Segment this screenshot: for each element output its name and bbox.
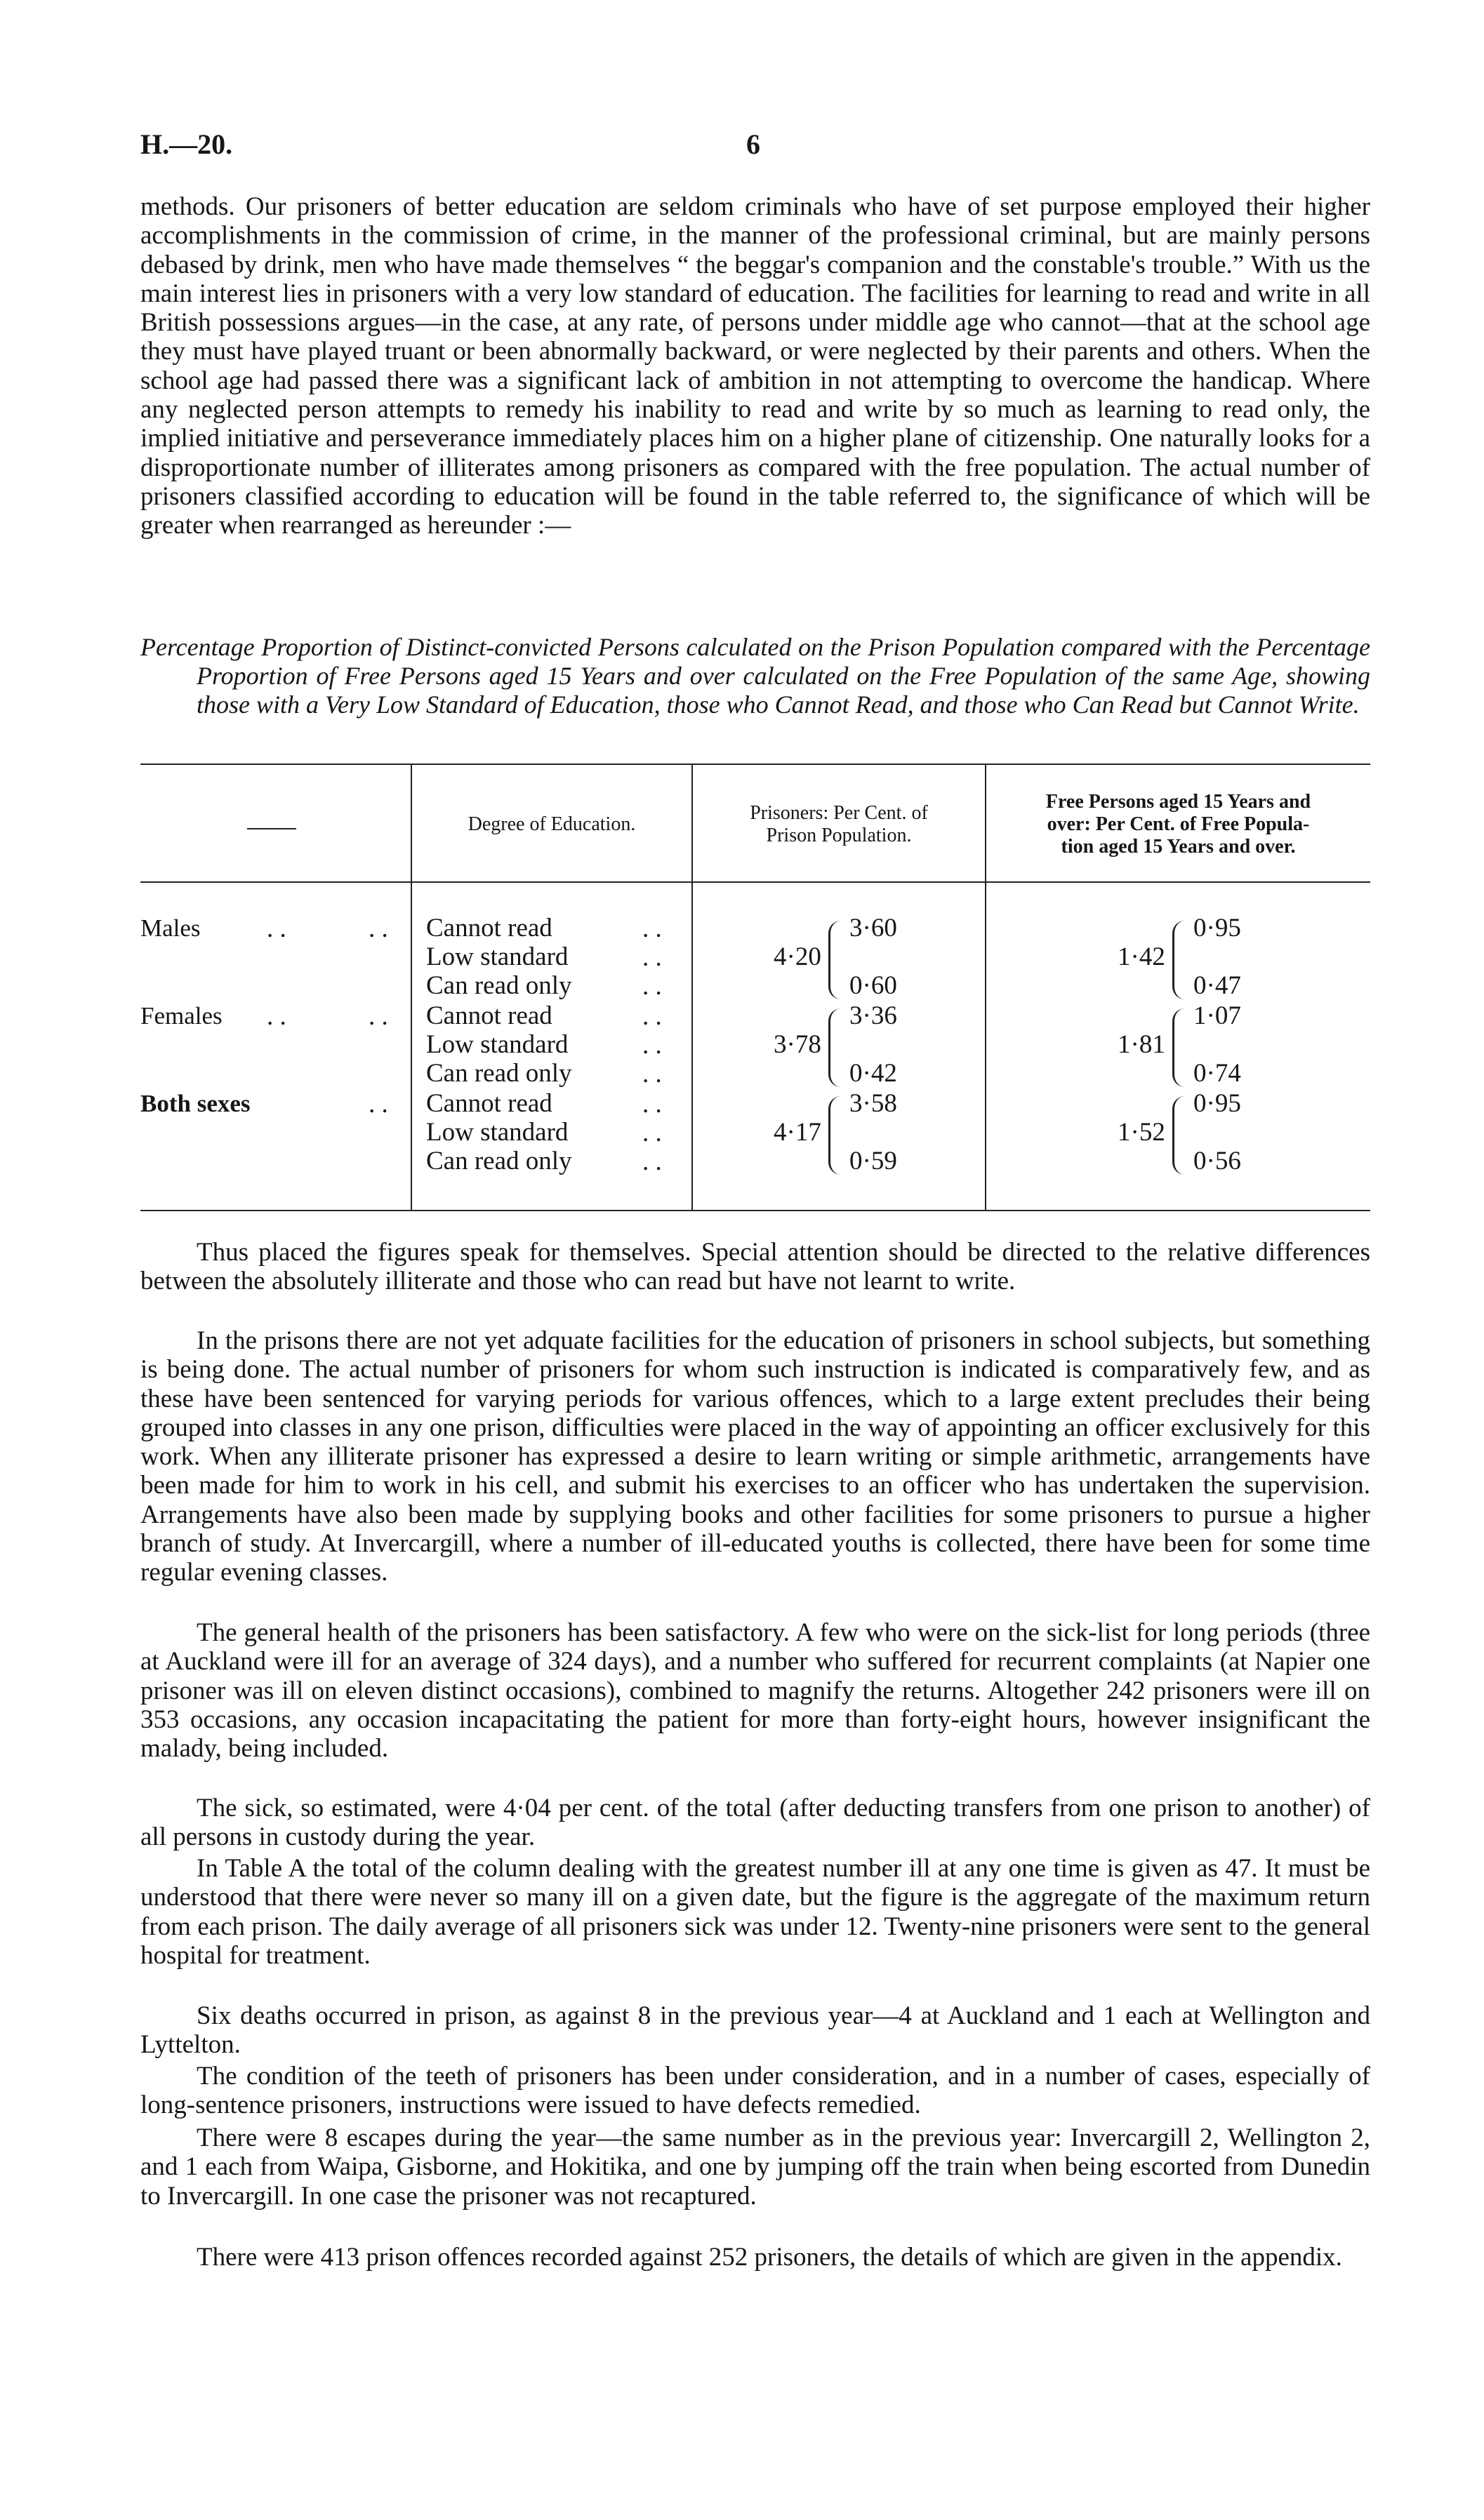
table-row-label: Cannot read xyxy=(426,1001,552,1030)
leader-dots: . . xyxy=(642,1119,662,1147)
free-cannot-read: 0·95 xyxy=(1193,914,1241,942)
intro-paragraph: methods. Our prisoners of better education are seldom criminals who have of set purpose employed their higher accomplishments in the commission of crime, in the manner of the professional criminal, but are mainly persons debased by drink, men who have made themselves “ the beggar's companion and the constable's trouble.” With us the main interest lies in prisoners with a very low standard of education. The facilities for learning to read and write in all British possessions argues—in the case, at any rate, of persons under middle age who cannot—that at the school age they must have played truant or been abnormally backward, or were neglected by their parents and others. When the school age had passed there was a significant lack of ambition in not attempting to overcome the handicap. Where any neglected person attempts to remedy his inability to read and write by so much as learning to read only, the implied initiative and perseverance immediately places him on a higher plane of citizenship. One naturally looks for a disproportionate number of illiterates among prisoners as compared with the free population. The actual number of prisoners classified according to education will be found in the table referred to, the significance of which will be greater when rearranged as hereunder :— xyxy=(140,192,1370,540)
header-prisoners: Prisoners: Per Cent. of Prison Population. xyxy=(750,802,928,846)
leader-dots: . . xyxy=(267,914,286,943)
group-label: Females xyxy=(140,1002,223,1029)
prisoners-total: 4·20 xyxy=(774,942,821,971)
table-row-label: Can read only xyxy=(426,1059,572,1088)
body-paragraph: The general health of the prisoners has been satisfactory. A few who were on the sick-list for long periods (three at Auckland were ill for an average of 324 days), and a number who suffered for recurrent complaints (at Napier one prisoner was ill on eleven distinct occasions), combined to magnify the returns. Altogether 242 prisoners were ill on 353 occasions, any occasion incapacitating the patient for more than forty-eight hours, however insignificant the malady, being included. xyxy=(140,1618,1370,1764)
free-total: 1·42 xyxy=(1118,942,1165,971)
free-total: 1·52 xyxy=(1118,1118,1165,1147)
free-can-read-only: 0·47 xyxy=(1193,971,1241,1000)
brace-icon xyxy=(828,1096,843,1175)
leader-dots: . . xyxy=(642,1060,662,1088)
leader-dots: . . xyxy=(642,1147,662,1176)
brace-icon xyxy=(828,1008,843,1087)
table-row-label: Low standard xyxy=(426,1118,569,1147)
brace-icon xyxy=(1172,1096,1187,1175)
leader-dots: . . xyxy=(369,1090,388,1119)
body-paragraph: Thus placed the figures speak for themselves. Special attention should be directed to the relative differences between the absolutely illiterate and those who can read but have not learnt to write. xyxy=(140,1238,1370,1296)
group-label: Males xyxy=(140,914,201,942)
table-bottom-rule xyxy=(140,1210,1370,1211)
header-blank-dash xyxy=(247,828,296,829)
prisoners-cannot-read: 3·58 xyxy=(849,1089,897,1118)
table-top-rule xyxy=(140,764,1370,765)
body-paragraph: The condition of the teeth of prisoners has been under consideration, and in a number of cases, especially of long-sentence prisoners, instructions were issued to have defects remedied. xyxy=(140,2062,1370,2120)
table-row-label: Can read only xyxy=(426,971,572,1000)
prisoners-can-read-only: 0·42 xyxy=(849,1059,897,1088)
prisoners-can-read-only: 0·60 xyxy=(849,971,897,1000)
body-paragraph: The sick, so estimated, were 4·04 per cent. of the total (after deducting transfers from one prison to another) of all persons in custody during the year. xyxy=(140,1794,1370,1852)
table-row-label: Can read only xyxy=(426,1147,572,1175)
table-row-label: Cannot read xyxy=(426,1089,552,1118)
free-cannot-read: 1·07 xyxy=(1193,1001,1241,1030)
table-row-label: Low standard xyxy=(426,942,569,971)
header-degree: Degree of Education. xyxy=(468,813,636,835)
body-paragraph: There were 8 escapes during the year—the same number as in the previous year: Invercargill 2, Wellington 2, and 1 each from Waipa, Gisborne, and Hokitika, and one by jumping off the train when being escorted from Dunedin to Invercargill. In one case the prisoner was not recaptured. xyxy=(140,2124,1370,2211)
prisoners-can-read-only: 0·59 xyxy=(849,1147,897,1175)
document-reference: H.—20. xyxy=(140,128,233,160)
leader-dots: . . xyxy=(642,972,662,1001)
free-cannot-read: 0·95 xyxy=(1193,1089,1241,1118)
table-caption xyxy=(140,633,1370,719)
free-total: 1·81 xyxy=(1118,1030,1165,1059)
leader-dots: . . xyxy=(369,1002,388,1031)
table-row-label: Cannot read xyxy=(426,914,552,942)
prisoners-total: 4·17 xyxy=(774,1118,821,1147)
body-paragraph: There were 413 prison offences recorded against 252 prisoners, the details of which are given in the appendix. xyxy=(197,2243,1342,2272)
free-can-read-only: 0·74 xyxy=(1193,1059,1241,1088)
page-number: 6 xyxy=(746,128,760,160)
leader-dots: . . xyxy=(642,943,662,972)
body-paragraph: Six deaths occurred in prison, as against 8 in the previous year—4 at Auckland and 1 each at Wellington and Lyttelton. xyxy=(140,2001,1370,2060)
prisoners-total: 3·78 xyxy=(774,1030,821,1059)
leader-dots: . . xyxy=(369,914,388,943)
body-paragraph: In the prisons there are not yet adquate facilities for the education of prisoners in school subjects, but something is being done. The actual number of prisoners for whom such instruction is indicated is comparatively few, and as these have been sentenced for varying periods for various offences, which to a large extent precludes their being grouped into classes in any one prison, difficulties were placed in the way of appointing an officer exclusively for this work. When any illiterate prisoner has expressed a desire to learn writing or simple arithmetic, arrangements have been made for him to work in his cell, and submit his exercises to an officer who has undertaken the supervision. Arrangements have also been made by supplying books and other facilities for some prisoners to pursue a higher branch of study. At Invercargill, where a number of ill-educated youths is collected, there have been for some time regular evening classes. xyxy=(140,1326,1370,1587)
leader-dots: . . xyxy=(642,1090,662,1119)
table-header-rule xyxy=(140,881,1370,883)
leader-dots: . . xyxy=(642,1031,662,1060)
prisoners-cannot-read: 3·60 xyxy=(849,914,897,942)
leader-dots: . . xyxy=(642,914,662,943)
free-can-read-only: 0·56 xyxy=(1193,1147,1241,1175)
prisoners-cannot-read: 3·36 xyxy=(849,1001,897,1030)
brace-icon xyxy=(1172,921,1187,999)
brace-icon xyxy=(828,921,843,999)
group-label: Both sexes xyxy=(140,1090,251,1117)
leader-dots: . . xyxy=(267,1002,286,1031)
leader-dots: . . xyxy=(642,1002,662,1031)
body-paragraph: In Table A the total of the column dealing with the greatest number ill at any one time is given as 47. It must be understood that there were never so many ill on a given date, but the figure is the aggregate of the maximum return from each prison. The daily average of all prisoners sick was under 12. Twenty-nine prisoners were sent to the general hospital for treatment. xyxy=(140,1854,1370,1970)
header-free-persons: Free Persons aged 15 Years and over: Per Cent. of Free Popula- tion aged 15 Years and over. xyxy=(1045,791,1311,858)
table-caption-text: Percentage Proportion of Distinct-convicted Persons calculated on the Prison Population compared with the Percentage Proportion of Free Persons aged 15 Years and over calculated on the Free Population of the same Age, showing those with a Very Low Standard of Education, those who Cannot Read, and those who Can Read but Cannot Write. xyxy=(140,633,1370,719)
brace-icon xyxy=(1172,1008,1187,1087)
table-row-label: Low standard xyxy=(426,1030,569,1059)
